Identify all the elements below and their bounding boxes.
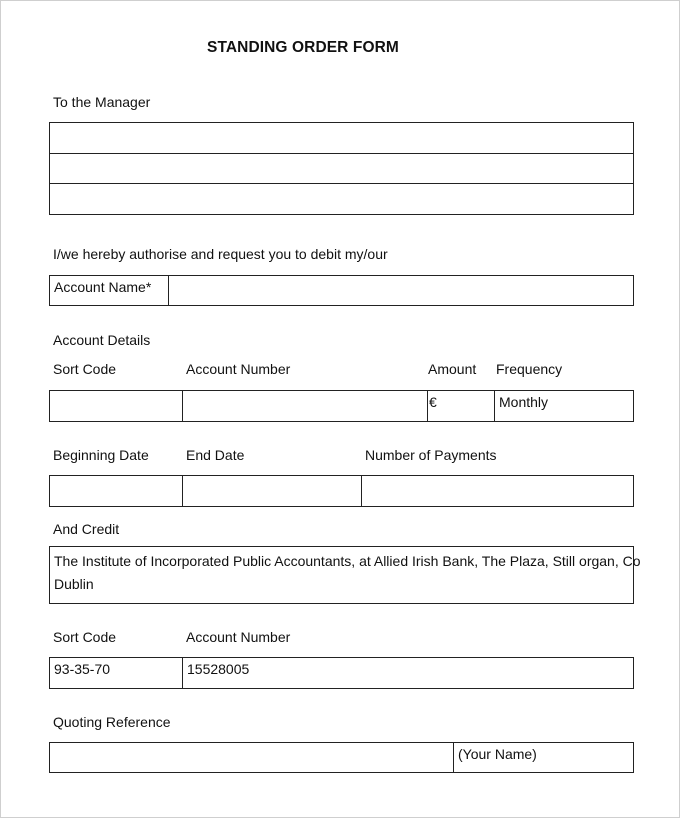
manager-address-line-3[interactable]	[50, 183, 633, 215]
credit-sort-code-value: 93-35-70	[54, 661, 111, 677]
your-name-label: (Your Name)	[453, 743, 633, 772]
credit-account-number-value: 15528005	[182, 658, 633, 688]
to-manager-label: To the Manager	[53, 94, 151, 110]
and-credit-heading: And Credit	[53, 521, 120, 537]
sort-code-label-2: Sort Code	[53, 629, 117, 645]
account-name-row	[49, 275, 634, 306]
sort-code-field[interactable]	[50, 391, 182, 421]
frequency-field[interactable]: Monthly	[494, 391, 633, 421]
account-number-label-2: Account Number	[186, 629, 291, 645]
frequency-label: Frequency	[496, 361, 563, 377]
form-title: STANDING ORDER FORM	[207, 39, 399, 56]
amount-field[interactable]: €	[427, 391, 494, 421]
account-number-field[interactable]	[182, 391, 427, 421]
credit-line-1: The Institute of Incorporated Public Accountants, at Allied Irish Bank, The Plaza, Still organ, Co	[54, 553, 641, 569]
dates-row	[49, 475, 634, 507]
number-of-payments-label: Number of Payments	[365, 447, 497, 463]
manager-address-line-1[interactable]	[50, 123, 633, 153]
quoting-reference-row	[49, 742, 634, 773]
end-date-field[interactable]	[182, 476, 361, 506]
amount-label: Amount	[428, 361, 477, 377]
beginning-date-field[interactable]	[50, 476, 182, 506]
account-name-field[interactable]	[168, 276, 633, 305]
credit-details-box	[49, 546, 641, 604]
authorise-text: I/we hereby authorise and request you to debit my/our	[53, 246, 388, 262]
account-number-label: Account Number	[186, 361, 291, 377]
beginning-date-label: Beginning Date	[53, 447, 149, 463]
quoting-reference-field[interactable]	[50, 743, 453, 772]
account-name-label: Account Name*	[54, 279, 152, 295]
sort-code-label: Sort Code	[53, 361, 117, 377]
account-details-row	[49, 390, 634, 422]
manager-address-line-2[interactable]	[50, 153, 633, 184]
quoting-reference-label: Quoting Reference	[53, 714, 171, 730]
credit-account-row	[49, 657, 634, 689]
end-date-label: End Date	[186, 447, 245, 463]
number-of-payments-field[interactable]	[361, 476, 633, 506]
account-details-heading: Account Details	[53, 332, 151, 348]
credit-line-2: Dublin	[54, 576, 94, 592]
manager-address-box	[49, 122, 634, 215]
